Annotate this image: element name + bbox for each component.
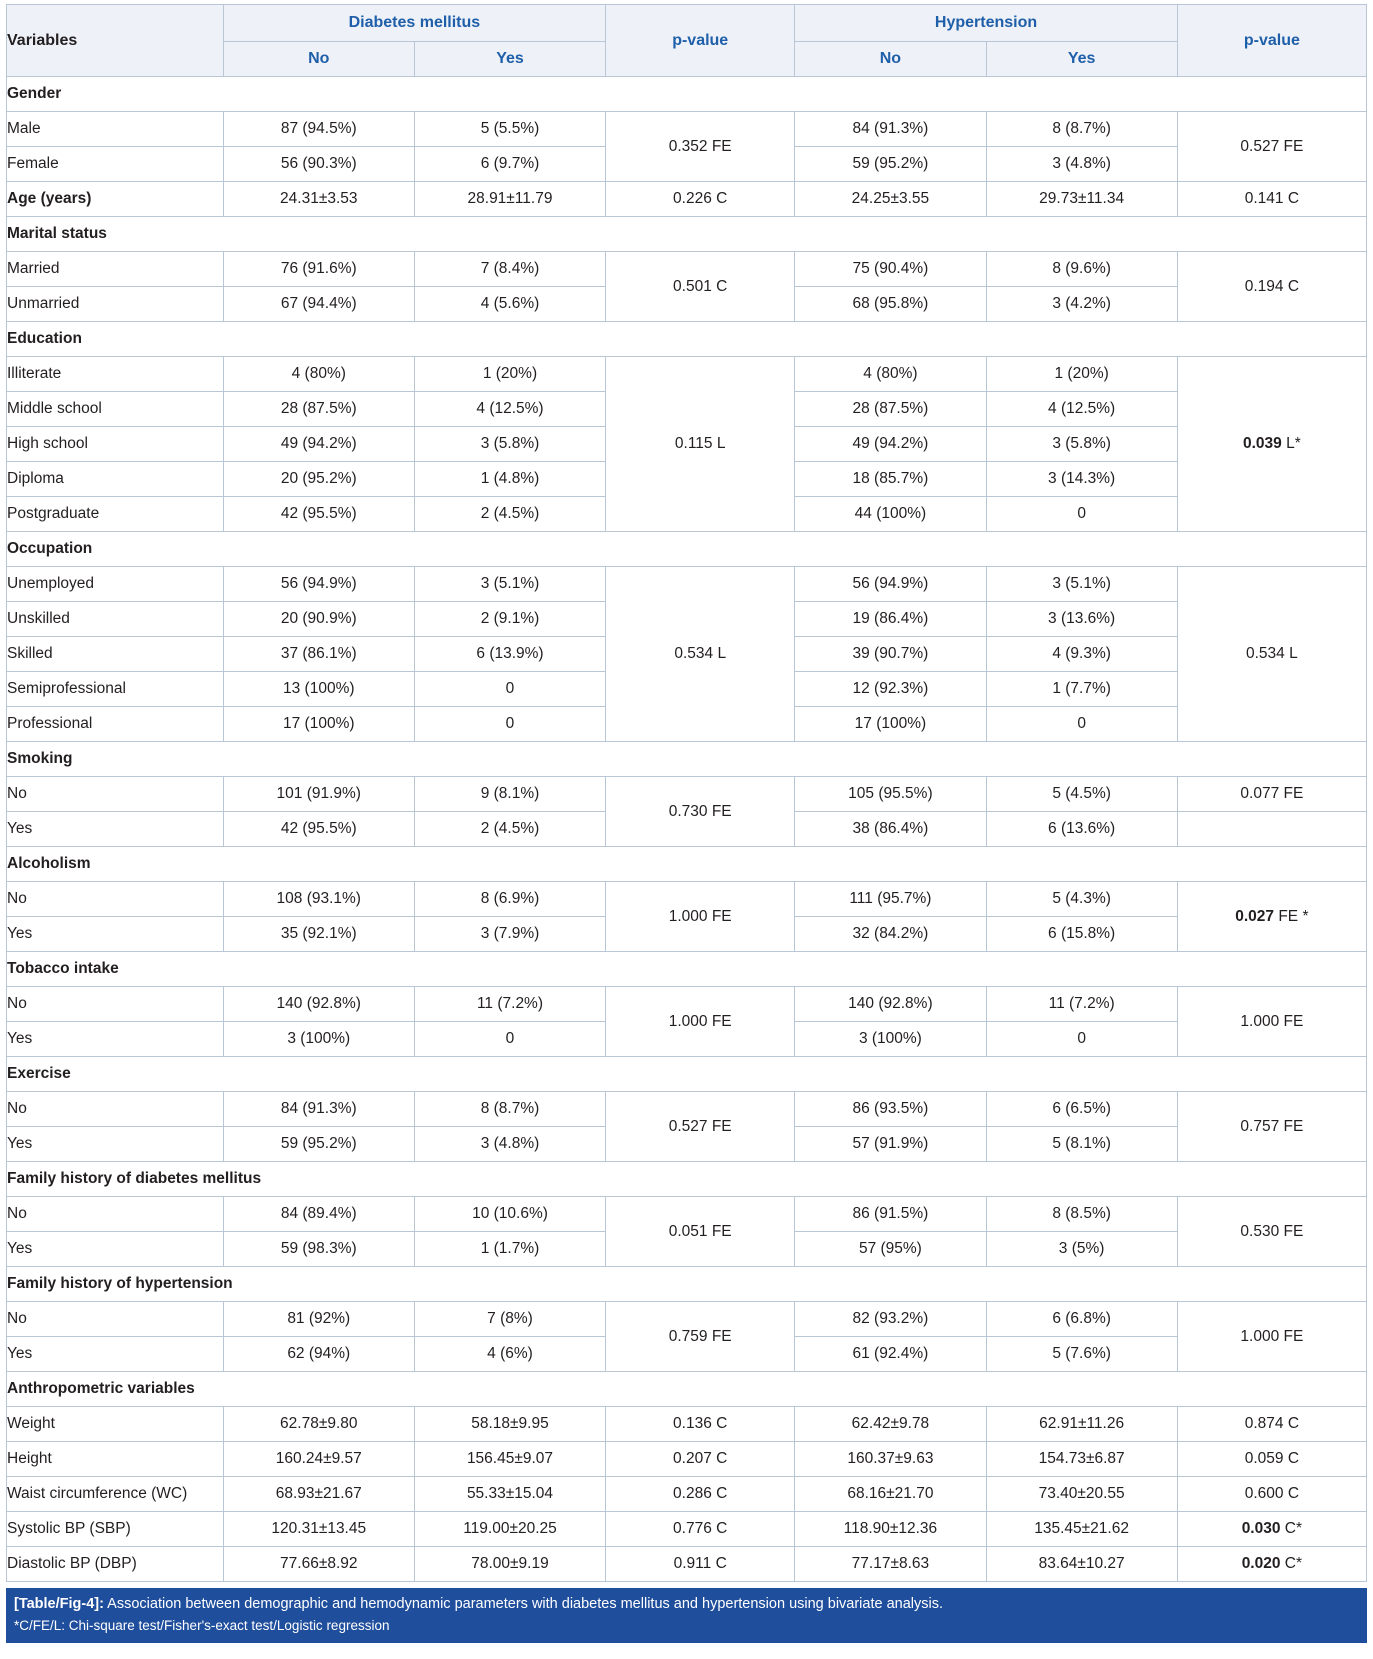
- cell-pvalue-dm: 0.759 FE: [606, 1302, 795, 1372]
- cell-pvalue-htn: 0.027 FE *: [1177, 882, 1366, 952]
- cell-dm-no: 67 (94.4%): [223, 287, 414, 322]
- cell-pvalue-htn: 0.874 C: [1177, 1407, 1366, 1442]
- cell-dm-no: 37 (86.1%): [223, 637, 414, 672]
- row-label: Unskilled: [7, 602, 224, 637]
- column-header-diabetes-mellitus: Diabetes mellitus: [223, 5, 605, 42]
- cell-pvalue-dm: 0.207 C: [606, 1442, 795, 1477]
- cell-htn-no: 82 (93.2%): [795, 1302, 986, 1337]
- cell-dm-no: 17 (100%): [223, 707, 414, 742]
- row-label: No: [7, 777, 224, 812]
- cell-htn-no: 12 (92.3%): [795, 672, 986, 707]
- cell-dm-no: 13 (100%): [223, 672, 414, 707]
- cell-dm-no: 42 (95.5%): [223, 497, 414, 532]
- cell-dm-yes: 6 (9.7%): [414, 147, 605, 182]
- cell-htn-yes: 3 (5.1%): [986, 567, 1177, 602]
- caption-text: Association between demographic and hemodynamic parameters with diabetes mellitus and hypertension using bivariate analysis.: [103, 1596, 944, 1612]
- cell-pvalue-htn: 0.141 C: [1177, 182, 1366, 217]
- row-label: Illiterate: [7, 357, 224, 392]
- cell-htn-no: 18 (85.7%): [795, 462, 986, 497]
- row-label: No: [7, 1092, 224, 1127]
- cell-dm-yes: 7 (8.4%): [414, 252, 605, 287]
- cell-dm-yes: 6 (13.9%): [414, 637, 605, 672]
- cell-htn-yes: 3 (14.3%): [986, 462, 1177, 497]
- row-label: Age (years): [7, 182, 224, 217]
- cell-htn-yes: 73.40±20.55: [986, 1477, 1177, 1512]
- cell-dm-no: 56 (94.9%): [223, 567, 414, 602]
- cell-pvalue-dm: 0.051 FE: [606, 1197, 795, 1267]
- section-title: Alcoholism: [7, 847, 1367, 882]
- table-row: [7, 1302, 1367, 1337]
- cell-htn-no: 62.42±9.78: [795, 1407, 986, 1442]
- cell-htn-no: 4 (80%): [795, 357, 986, 392]
- column-header-hypertension: Hypertension: [795, 5, 1177, 42]
- cell-dm-yes: 119.00±20.25: [414, 1512, 605, 1547]
- cell-dm-no: 84 (91.3%): [223, 1092, 414, 1127]
- cell-dm-yes: 55.33±15.04: [414, 1477, 605, 1512]
- row-label: Professional: [7, 707, 224, 742]
- cell-htn-yes: 8 (9.6%): [986, 252, 1177, 287]
- cell-htn-yes: 11 (7.2%): [986, 987, 1177, 1022]
- table-row: [7, 1547, 1367, 1582]
- column-header-variables: Variables: [7, 5, 224, 77]
- cell-dm-no: 140 (92.8%): [223, 987, 414, 1022]
- cell-pvalue-dm: 0.136 C: [606, 1407, 795, 1442]
- cell-dm-yes: 2 (4.5%): [414, 812, 605, 847]
- cell-dm-yes: 9 (8.1%): [414, 777, 605, 812]
- row-label: Yes: [7, 1232, 224, 1267]
- row-label: Weight: [7, 1407, 224, 1442]
- cell-dm-yes: 4 (12.5%): [414, 392, 605, 427]
- table-section-header: [7, 952, 1367, 987]
- row-label: Yes: [7, 1127, 224, 1162]
- section-title: Marital status: [7, 217, 1367, 252]
- cell-dm-yes: 0: [414, 707, 605, 742]
- row-label: Unmarried: [7, 287, 224, 322]
- table-section-header: [7, 322, 1367, 357]
- table-row: [7, 1197, 1367, 1232]
- section-title: Family history of hypertension: [7, 1267, 1367, 1302]
- cell-htn-yes: 0: [986, 497, 1177, 532]
- cell-htn-no: 24.25±3.55: [795, 182, 986, 217]
- cell-pvalue-dm: 1.000 FE: [606, 882, 795, 952]
- table-row: [7, 182, 1367, 217]
- column-header-pvalue-dm: p-value: [606, 5, 795, 77]
- cell-dm-yes: 4 (5.6%): [414, 287, 605, 322]
- cell-dm-no: 3 (100%): [223, 1022, 414, 1057]
- table-row: [7, 357, 1367, 392]
- row-label: No: [7, 1302, 224, 1337]
- cell-pvalue-htn: 0.527 FE: [1177, 112, 1366, 182]
- section-title: Family history of diabetes mellitus: [7, 1162, 1367, 1197]
- cell-htn-no: 38 (86.4%): [795, 812, 986, 847]
- cell-pvalue-htn: 0.194 C: [1177, 252, 1366, 322]
- cell-dm-yes: 1 (20%): [414, 357, 605, 392]
- cell-pvalue-dm: 0.730 FE: [606, 777, 795, 847]
- cell-dm-yes: 58.18±9.95: [414, 1407, 605, 1442]
- cell-dm-yes: 1 (4.8%): [414, 462, 605, 497]
- cell-dm-no: 62.78±9.80: [223, 1407, 414, 1442]
- cell-htn-yes: 1 (20%): [986, 357, 1177, 392]
- cell-dm-no: 120.31±13.45: [223, 1512, 414, 1547]
- cell-htn-no: 77.17±8.63: [795, 1547, 986, 1582]
- row-label: Yes: [7, 1337, 224, 1372]
- cell-dm-yes: 3 (5.1%): [414, 567, 605, 602]
- cell-dm-yes: 8 (6.9%): [414, 882, 605, 917]
- cell-pvalue-htn: 0.534 L: [1177, 567, 1366, 742]
- caption-label: [Table/Fig-4]:: [14, 1596, 104, 1612]
- section-title: Smoking: [7, 742, 1367, 777]
- column-header-dm-yes: Yes: [414, 42, 605, 77]
- row-label: Height: [7, 1442, 224, 1477]
- cell-pvalue-htn: 0.757 FE: [1177, 1092, 1366, 1162]
- cell-dm-no: 160.24±9.57: [223, 1442, 414, 1477]
- cell-htn-no: 3 (100%): [795, 1022, 986, 1057]
- row-label: Married: [7, 252, 224, 287]
- cell-htn-yes: 3 (13.6%): [986, 602, 1177, 637]
- cell-htn-yes: 6 (13.6%): [986, 812, 1177, 847]
- row-label: Female: [7, 147, 224, 182]
- cell-dm-no: 59 (98.3%): [223, 1232, 414, 1267]
- cell-dm-no: 84 (89.4%): [223, 1197, 414, 1232]
- cell-htn-no: 86 (93.5%): [795, 1092, 986, 1127]
- column-header-htn-yes: Yes: [986, 42, 1177, 77]
- cell-dm-yes: 78.00±9.19: [414, 1547, 605, 1582]
- cell-pvalue-dm: 0.534 L: [606, 567, 795, 742]
- row-label: Skilled: [7, 637, 224, 672]
- table-section-header: [7, 742, 1367, 777]
- cell-htn-no: 84 (91.3%): [795, 112, 986, 147]
- cell-dm-yes: 11 (7.2%): [414, 987, 605, 1022]
- cell-dm-yes: 0: [414, 672, 605, 707]
- cell-dm-no: 101 (91.9%): [223, 777, 414, 812]
- association-table: [6, 4, 1367, 1582]
- cell-dm-no: 108 (93.1%): [223, 882, 414, 917]
- table-row: [7, 1477, 1367, 1512]
- cell-dm-yes: 4 (6%): [414, 1337, 605, 1372]
- row-label: Postgraduate: [7, 497, 224, 532]
- table-section-header: [7, 1372, 1367, 1407]
- column-header-dm-no: No: [223, 42, 414, 77]
- cell-dm-yes: 156.45±9.07: [414, 1442, 605, 1477]
- cell-dm-no: 68.93±21.67: [223, 1477, 414, 1512]
- cell-dm-yes: 2 (9.1%): [414, 602, 605, 637]
- cell-htn-no: 140 (92.8%): [795, 987, 986, 1022]
- cell-dm-no: 59 (95.2%): [223, 1127, 414, 1162]
- table-row: [7, 987, 1367, 1022]
- row-label: Yes: [7, 917, 224, 952]
- cell-htn-no: 19 (86.4%): [795, 602, 986, 637]
- cell-pvalue-dm: 0.776 C: [606, 1512, 795, 1547]
- table-head: [7, 5, 1367, 77]
- cell-htn-yes: 3 (5.8%): [986, 427, 1177, 462]
- cell-htn-no: 49 (94.2%): [795, 427, 986, 462]
- cell-htn-no: 111 (95.7%): [795, 882, 986, 917]
- cell-htn-yes: 5 (4.5%): [986, 777, 1177, 812]
- cell-htn-yes: 5 (4.3%): [986, 882, 1177, 917]
- table-section-header: [7, 77, 1367, 112]
- cell-htn-no: 17 (100%): [795, 707, 986, 742]
- cell-pvalue-htn: 0.077 FE: [1177, 777, 1366, 812]
- cell-dm-no: 81 (92%): [223, 1302, 414, 1337]
- table-section-header: [7, 532, 1367, 567]
- cell-dm-no: 62 (94%): [223, 1337, 414, 1372]
- cell-htn-no: 32 (84.2%): [795, 917, 986, 952]
- cell-dm-no: 20 (95.2%): [223, 462, 414, 497]
- cell-dm-no: 87 (94.5%): [223, 112, 414, 147]
- cell-htn-no: 86 (91.5%): [795, 1197, 986, 1232]
- cell-pvalue-dm: 0.226 C: [606, 182, 795, 217]
- caption-footnote: *C/FE/L: Chi-square test/Fisher's-exact test/Logistic regression: [14, 1618, 390, 1634]
- cell-htn-yes: 3 (5%): [986, 1232, 1177, 1267]
- row-label: Yes: [7, 1022, 224, 1057]
- cell-pvalue-dm: 0.115 L: [606, 357, 795, 532]
- cell-pvalue-dm: 0.501 C: [606, 252, 795, 322]
- table-section-header: [7, 1162, 1367, 1197]
- cell-pvalue-htn: 0.030 C*: [1177, 1512, 1366, 1547]
- cell-dm-no: 35 (92.1%): [223, 917, 414, 952]
- cell-htn-yes: 1 (7.7%): [986, 672, 1177, 707]
- cell-dm-yes: 1 (1.7%): [414, 1232, 605, 1267]
- cell-htn-no: 160.37±9.63: [795, 1442, 986, 1477]
- row-label: No: [7, 882, 224, 917]
- table-row: [7, 1512, 1367, 1547]
- cell-dm-yes: 0: [414, 1022, 605, 1057]
- cell-htn-yes: 8 (8.5%): [986, 1197, 1177, 1232]
- table-row: [7, 777, 1367, 812]
- row-label: No: [7, 987, 224, 1022]
- section-title: Anthropometric variables: [7, 1372, 1367, 1407]
- cell-htn-yes: 6 (6.8%): [986, 1302, 1177, 1337]
- cell-htn-no: 61 (92.4%): [795, 1337, 986, 1372]
- cell-dm-yes: 3 (7.9%): [414, 917, 605, 952]
- column-header-htn-no: No: [795, 42, 986, 77]
- cell-htn-yes: 4 (12.5%): [986, 392, 1177, 427]
- section-title: Occupation: [7, 532, 1367, 567]
- cell-htn-no: 28 (87.5%): [795, 392, 986, 427]
- table-row: [7, 112, 1367, 147]
- row-label: Diastolic BP (DBP): [7, 1547, 224, 1582]
- cell-htn-no: 39 (90.7%): [795, 637, 986, 672]
- cell-dm-yes: 3 (4.8%): [414, 1127, 605, 1162]
- cell-pvalue-htn: 1.000 FE: [1177, 987, 1366, 1057]
- cell-pvalue-htn: 0.020 C*: [1177, 1547, 1366, 1582]
- row-label: High school: [7, 427, 224, 462]
- row-label: Diploma: [7, 462, 224, 497]
- table-section-header: [7, 847, 1367, 882]
- cell-pvalue-dm: 0.911 C: [606, 1547, 795, 1582]
- cell-dm-no: 76 (91.6%): [223, 252, 414, 287]
- section-title: Exercise: [7, 1057, 1367, 1092]
- cell-dm-no: 77.66±8.92: [223, 1547, 414, 1582]
- cell-htn-yes: 6 (15.8%): [986, 917, 1177, 952]
- table-section-header: [7, 217, 1367, 252]
- cell-dm-yes: 7 (8%): [414, 1302, 605, 1337]
- cell-htn-no: 44 (100%): [795, 497, 986, 532]
- cell-htn-no: 105 (95.5%): [795, 777, 986, 812]
- cell-htn-yes: 6 (6.5%): [986, 1092, 1177, 1127]
- cell-htn-yes: 5 (8.1%): [986, 1127, 1177, 1162]
- cell-dm-no: 20 (90.9%): [223, 602, 414, 637]
- cell-htn-yes: 4 (9.3%): [986, 637, 1177, 672]
- column-header-pvalue-htn: p-value: [1177, 5, 1366, 77]
- cell-htn-yes: 62.91±11.26: [986, 1407, 1177, 1442]
- cell-pvalue-dm: 0.527 FE: [606, 1092, 795, 1162]
- cell-pvalue-htn: 1.000 FE: [1177, 1302, 1366, 1372]
- cell-htn-yes: 0: [986, 707, 1177, 742]
- cell-pvalue-dm: 1.000 FE: [606, 987, 795, 1057]
- cell-pvalue-dm: 0.286 C: [606, 1477, 795, 1512]
- row-label: Middle school: [7, 392, 224, 427]
- cell-htn-yes: 29.73±11.34: [986, 182, 1177, 217]
- figure-caption: [6, 1588, 1367, 1643]
- cell-pvalue-dm: 0.352 FE: [606, 112, 795, 182]
- section-title: Tobacco intake: [7, 952, 1367, 987]
- table-row: [7, 1442, 1367, 1477]
- cell-htn-yes: 5 (7.6%): [986, 1337, 1177, 1372]
- cell-pvalue-htn: 0.039 L*: [1177, 357, 1366, 532]
- cell-dm-no: 28 (87.5%): [223, 392, 414, 427]
- cell-dm-no: 24.31±3.53: [223, 182, 414, 217]
- cell-pvalue-htn: [1177, 812, 1366, 847]
- cell-htn-no: 57 (91.9%): [795, 1127, 986, 1162]
- section-title: Gender: [7, 77, 1367, 112]
- cell-htn-yes: 83.64±10.27: [986, 1547, 1177, 1582]
- table-section-header: [7, 1267, 1367, 1302]
- cell-htn-yes: 154.73±6.87: [986, 1442, 1177, 1477]
- cell-htn-no: 68.16±21.70: [795, 1477, 986, 1512]
- cell-dm-no: 42 (95.5%): [223, 812, 414, 847]
- table-row: [7, 1407, 1367, 1442]
- cell-dm-yes: 2 (4.5%): [414, 497, 605, 532]
- cell-htn-no: 59 (95.2%): [795, 147, 986, 182]
- cell-htn-yes: 0: [986, 1022, 1177, 1057]
- cell-htn-no: 75 (90.4%): [795, 252, 986, 287]
- cell-pvalue-htn: 0.600 C: [1177, 1477, 1366, 1512]
- cell-dm-yes: 5 (5.5%): [414, 112, 605, 147]
- cell-dm-yes: 8 (8.7%): [414, 1092, 605, 1127]
- cell-htn-yes: 135.45±21.62: [986, 1512, 1177, 1547]
- row-label: Waist circumference (WC): [7, 1477, 224, 1512]
- cell-dm-yes: 10 (10.6%): [414, 1197, 605, 1232]
- cell-htn-yes: 8 (8.7%): [986, 112, 1177, 147]
- row-label: No: [7, 1197, 224, 1232]
- cell-dm-yes: 28.91±11.79: [414, 182, 605, 217]
- cell-dm-no: 4 (80%): [223, 357, 414, 392]
- table-row: [7, 252, 1367, 287]
- cell-htn-no: 118.90±12.36: [795, 1512, 986, 1547]
- table-body: [7, 77, 1367, 1582]
- table-row: [7, 882, 1367, 917]
- cell-dm-yes: 3 (5.8%): [414, 427, 605, 462]
- row-label: Yes: [7, 812, 224, 847]
- row-label: Unemployed: [7, 567, 224, 602]
- cell-pvalue-htn: 0.059 C: [1177, 1442, 1366, 1477]
- table-header-top-row: [7, 5, 1367, 42]
- row-label: Semiprofessional: [7, 672, 224, 707]
- table-section-header: [7, 1057, 1367, 1092]
- table-row: [7, 567, 1367, 602]
- cell-htn-no: 56 (94.9%): [795, 567, 986, 602]
- cell-htn-no: 57 (95%): [795, 1232, 986, 1267]
- cell-htn-yes: 3 (4.2%): [986, 287, 1177, 322]
- cell-dm-no: 56 (90.3%): [223, 147, 414, 182]
- cell-dm-no: 49 (94.2%): [223, 427, 414, 462]
- row-label: Male: [7, 112, 224, 147]
- table-row: [7, 1092, 1367, 1127]
- cell-pvalue-htn: 0.530 FE: [1177, 1197, 1366, 1267]
- cell-htn-yes: 3 (4.8%): [986, 147, 1177, 182]
- cell-htn-no: 68 (95.8%): [795, 287, 986, 322]
- row-label: Systolic BP (SBP): [7, 1512, 224, 1547]
- section-title: Education: [7, 322, 1367, 357]
